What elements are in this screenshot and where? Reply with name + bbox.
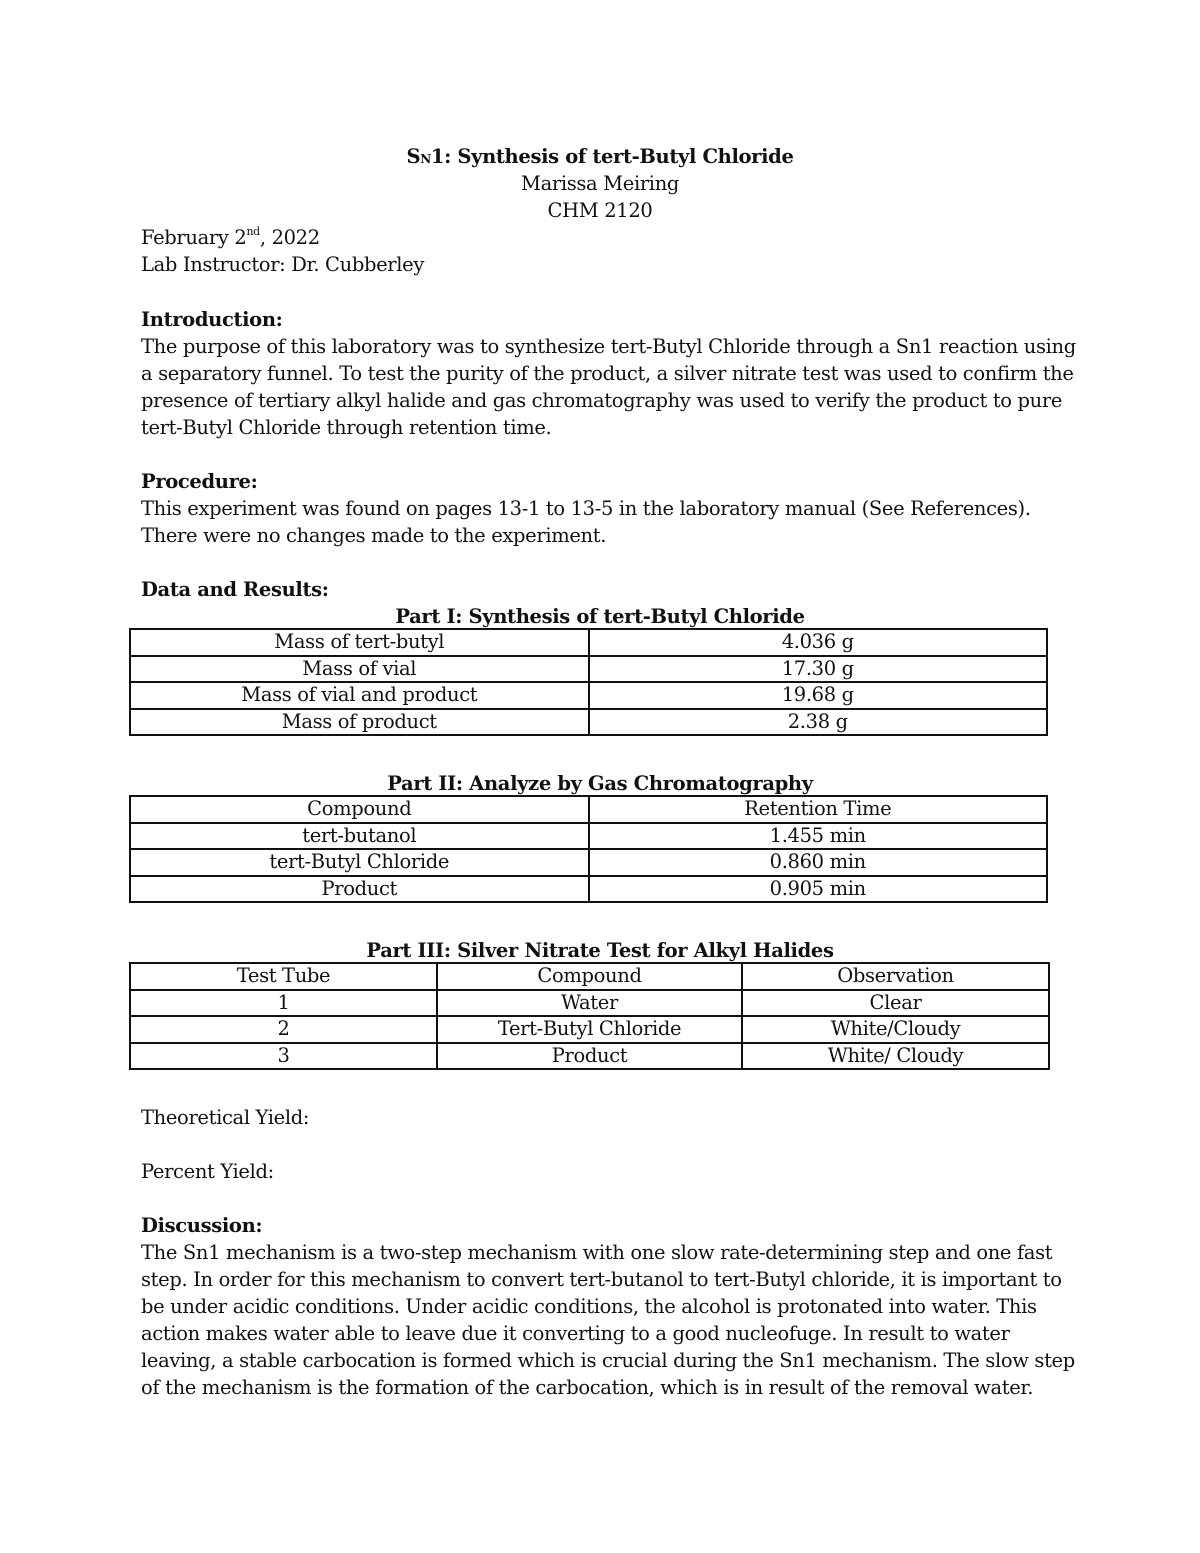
table-header-cell: Compound: [130, 796, 589, 823]
part1-table: [129, 628, 1048, 736]
part3-caption: Part III: Silver Nitrate Test for Alkyl Halides: [366, 939, 834, 962]
table-header-cell: Observation: [742, 963, 1049, 990]
report-date: [141, 224, 320, 251]
table-cell: Mass of tert-butyl: [130, 629, 589, 656]
table-cell: 0.860 min: [589, 849, 1048, 876]
date-ordinal: nd: [246, 224, 260, 238]
title-rest: 1: Synthesis of tert-Butyl Chloride: [430, 145, 794, 168]
table-cell: Tert-Butyl Chloride: [437, 1016, 742, 1043]
table-row: [130, 682, 1047, 709]
table-header-cell: Test Tube: [130, 963, 437, 990]
table-cell: Mass of vial: [130, 656, 589, 683]
table-cell: 2.38 g: [589, 709, 1048, 736]
table-cell: White/Cloudy: [742, 1016, 1049, 1043]
introduction-line: tert-Butyl Chloride through retention time.: [141, 416, 552, 439]
table-cell: Mass of vial and product: [130, 682, 589, 709]
procedure-line: There were no changes made to the experiment.: [141, 524, 607, 547]
table-cell: 1: [130, 990, 437, 1017]
table-cell: 2: [130, 1016, 437, 1043]
table-cell: Mass of product: [130, 709, 589, 736]
part1-caption: Part I: Synthesis of tert-Butyl Chloride: [395, 605, 805, 628]
table-cell: Product: [437, 1043, 742, 1070]
date-main: February 2: [141, 226, 247, 249]
discussion-line: be under acidic conditions. Under acidic conditions, the alcohol is protonated into water. This: [141, 1295, 1037, 1318]
introduction-line: presence of tertiary alkyl halide and gas chromatography was used to verify the product to pure: [141, 389, 1063, 412]
table-row: [130, 709, 1047, 736]
author-name: Marissa Meiring: [520, 172, 680, 195]
table-header-row: [130, 963, 1049, 990]
discussion-paragraph: [141, 1239, 1075, 1401]
document-title: [0, 143, 1200, 173]
introduction-line: a separatory funnel. To test the purity of the product, a silver nitrate test was used to confirm the: [141, 362, 1074, 385]
discussion-line: step. In order for this mechanism to convert tert-butanol to tert-Butyl chloride, it is important to: [141, 1268, 1062, 1291]
table-cell: tert-Butyl Chloride: [130, 849, 589, 876]
part3-table: [129, 962, 1050, 1070]
table-row: [130, 656, 1047, 683]
table-cell: tert-butanol: [130, 823, 589, 850]
table-cell: 17.30 g: [589, 656, 1048, 683]
discussion-heading: Discussion:: [141, 1214, 263, 1237]
introduction-heading: Introduction:: [141, 308, 283, 331]
table-row: [130, 990, 1049, 1017]
percent-yield: Percent Yield:: [141, 1160, 274, 1183]
table-cell: Product: [130, 876, 589, 903]
data-results-heading: Data and Results:: [141, 578, 329, 601]
table-cell: 3: [130, 1043, 437, 1070]
table-cell: 19.68 g: [589, 682, 1048, 709]
table-cell: Clear: [742, 990, 1049, 1017]
table-cell: Water: [437, 990, 742, 1017]
discussion-line: leaving, a stable carbocation is formed which is crucial during the Sn1 mechanism. The slow step: [141, 1349, 1075, 1372]
procedure-line: This experiment was found on pages 13-1 to 13-5 in the laboratory manual (See References).: [141, 497, 1031, 520]
procedure-heading: Procedure:: [141, 470, 258, 493]
table-row: [130, 876, 1047, 903]
table-row: [130, 1043, 1049, 1070]
discussion-line: action makes water able to leave due it converting to a good nucleofuge. In result to water: [141, 1322, 1010, 1345]
introduction-line: The purpose of this laboratory was to synthesize tert-Butyl Chloride through a Sn1 reaction using: [141, 335, 1076, 358]
table-row: [130, 1016, 1049, 1043]
discussion-line: of the mechanism is the formation of the carbocation, which is in result of the removal water.: [141, 1376, 1034, 1399]
table-cell: 1.455 min: [589, 823, 1048, 850]
title-subscript: N: [420, 152, 431, 166]
part2-caption: Part II: Analyze by Gas Chromatography: [387, 772, 813, 795]
procedure-paragraph: [141, 495, 1071, 549]
lab-instructor: Lab Instructor: Dr. Cubberley: [141, 253, 424, 276]
title-prefix: S: [406, 145, 421, 168]
table-cell: White/ Cloudy: [742, 1043, 1049, 1070]
table-header-cell: Retention Time: [589, 796, 1048, 823]
course-code: CHM 2120: [547, 199, 653, 222]
discussion-line: The Sn1 mechanism is a two-step mechanism with one slow rate-determining step and one fast: [141, 1241, 1053, 1264]
table-row: [130, 823, 1047, 850]
introduction-paragraph: [141, 333, 1076, 441]
date-year: , 2022: [259, 226, 320, 249]
table-header-row: [130, 796, 1047, 823]
table-row: [130, 629, 1047, 656]
part2-table: [129, 795, 1048, 903]
theoretical-yield: Theoretical Yield:: [141, 1106, 310, 1129]
table-header-cell: Compound: [437, 963, 742, 990]
table-cell: 4.036 g: [589, 629, 1048, 656]
table-row: [130, 849, 1047, 876]
table-cell: 0.905 min: [589, 876, 1048, 903]
